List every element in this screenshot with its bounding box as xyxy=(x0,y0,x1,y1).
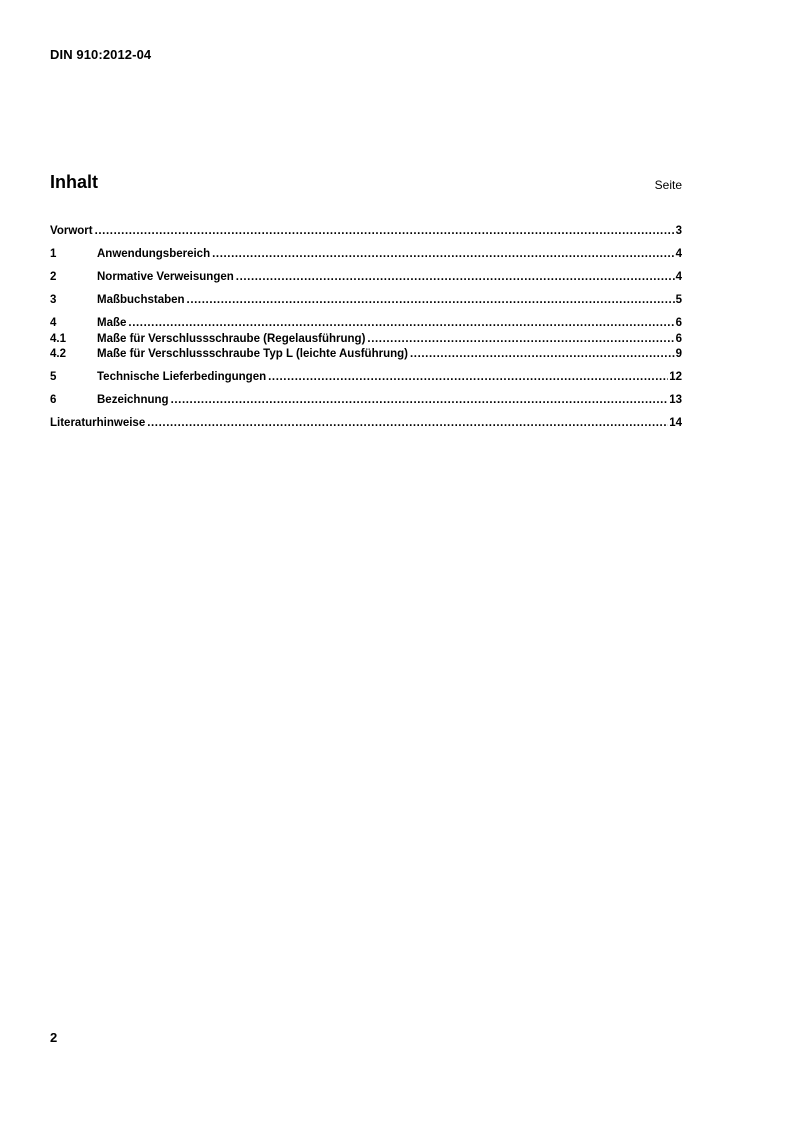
toc-entry-normative-verweisungen[interactable] xyxy=(50,270,682,284)
page-number: 2 xyxy=(50,1030,58,1045)
toc-entry-page: 4 xyxy=(675,248,682,260)
toc-entry-label: Anwendungsbereich xyxy=(97,248,211,260)
toc-title: Inhalt xyxy=(50,172,98,192)
toc-leader-dots xyxy=(95,224,675,238)
toc-entry-number: 3 xyxy=(50,294,57,306)
toc-entry-label: Maße xyxy=(97,317,127,329)
toc-leader-dots xyxy=(236,270,675,284)
toc-entry-label: Maße für Verschlussschraube Typ L (leichte Ausführung) xyxy=(97,348,408,360)
toc-entry-number: 1 xyxy=(50,248,57,260)
toc-entry-masse-regelausfuehrung[interactable] xyxy=(50,332,682,346)
document-id: DIN 910:2012-04 xyxy=(50,47,152,62)
table-of-contents xyxy=(50,224,682,430)
page-column-label: Seite xyxy=(654,178,682,192)
toc-entry-page: 6 xyxy=(675,333,682,345)
toc-leader-dots xyxy=(410,347,675,361)
toc-entry-page: 12 xyxy=(669,371,682,383)
toc-leader-dots xyxy=(171,393,669,407)
toc-entry-label: Literaturhinweise xyxy=(50,417,146,429)
toc-entry-number: 4 xyxy=(50,317,57,329)
toc-entry-number: 6 xyxy=(50,394,57,406)
toc-entry-page: 5 xyxy=(675,294,682,306)
toc-entry-label: Bezeichnung xyxy=(97,394,169,406)
toc-entry-number: 2 xyxy=(50,271,57,283)
toc-entry-page: 4 xyxy=(675,271,682,283)
toc-entry-masse[interactable] xyxy=(50,316,682,330)
toc-entry-label: Vorwort xyxy=(50,225,93,237)
toc-heading xyxy=(50,172,682,196)
toc-entry-number: 5 xyxy=(50,371,57,383)
toc-entry-technische-lieferbedingungen[interactable] xyxy=(50,370,682,384)
toc-entry-label: Maße für Verschlussschraube (Regelausführung) xyxy=(97,333,366,345)
toc-entry-anwendungsbereich[interactable] xyxy=(50,247,682,261)
toc-entry-page: 6 xyxy=(675,317,682,329)
toc-entry-page: 3 xyxy=(675,225,682,237)
toc-leader-dots xyxy=(367,332,674,346)
toc-entry-page: 9 xyxy=(675,348,682,360)
toc-leader-dots xyxy=(187,293,675,307)
toc-entry-label: Normative Verweisungen xyxy=(97,271,234,283)
toc-entry-page: 14 xyxy=(669,417,682,429)
toc-leader-dots xyxy=(147,416,668,430)
toc-entry-masse-typ-l[interactable] xyxy=(50,347,682,361)
toc-entry-label: Technische Lieferbedingungen xyxy=(97,371,267,383)
toc-entry-bezeichnung[interactable] xyxy=(50,393,682,407)
toc-entry-massbuchstaben[interactable] xyxy=(50,293,682,307)
toc-leader-dots xyxy=(212,247,674,261)
toc-leader-dots xyxy=(128,316,674,330)
toc-entry-vorwort[interactable] xyxy=(50,224,682,238)
toc-entry-literaturhinweise[interactable] xyxy=(50,416,682,430)
toc-entry-number: 4.1 xyxy=(50,333,66,345)
toc-entry-number: 4.2 xyxy=(50,348,66,360)
toc-leader-dots xyxy=(268,370,668,384)
toc-entry-label: Maßbuchstaben xyxy=(97,294,185,306)
toc-entry-page: 13 xyxy=(669,394,682,406)
